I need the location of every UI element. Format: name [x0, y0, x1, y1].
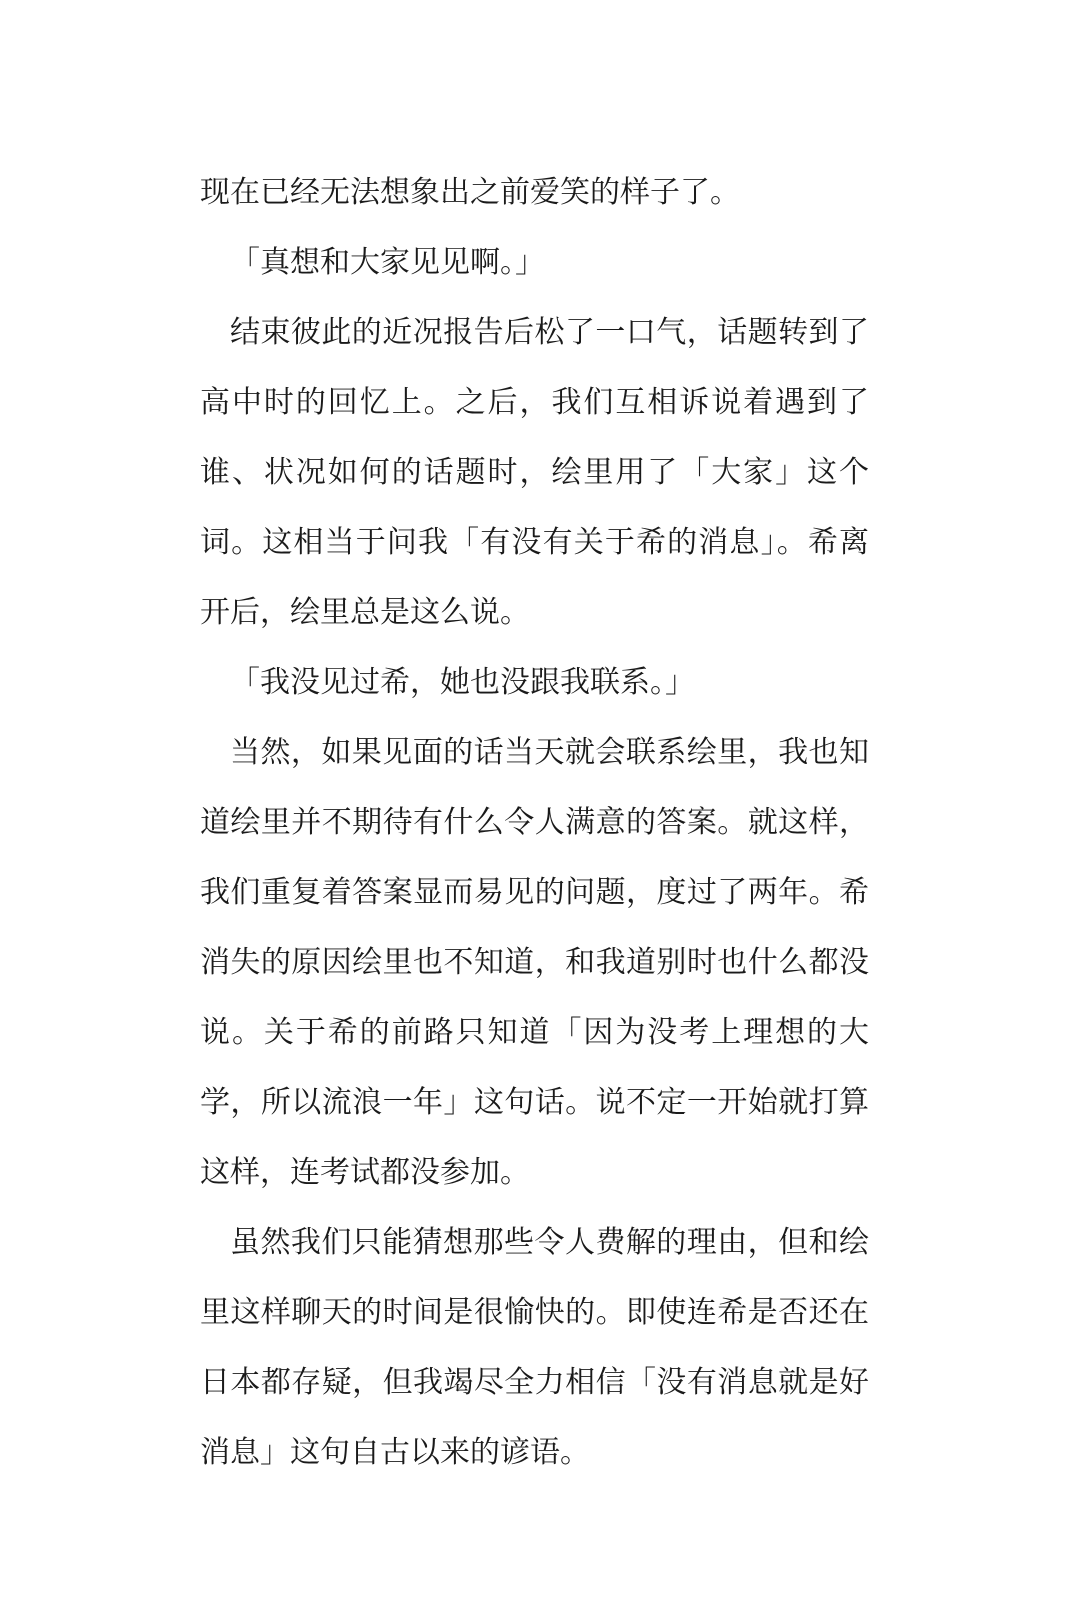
narration-paragraph: 当然，如果见面的话当天就会联系绘里，我也知道绘里并不期待有什么令人满意的答案。就这样，我们重复着答案显而易见的问题，度过了两年。希消失的原因绘里也不知道，和我道别时也什么都没说。关于希的前路只知道「因为没考上理想的大学，所以流浪一年」这句话。说不定一开始就打算这样，连考试都没参加。 [200, 736, 869, 1189]
page-text-block [200, 158, 869, 1488]
narration-paragraph: 虽然我们只能猜想那些令人费解的理由，但和绘里这样聊天的时间是很愉快的。即使连希是否还在日本都存疑，但我竭尽全力相信「没有消息就是好消息」这句自古以来的谚语。 [200, 1226, 869, 1469]
dialogue-paragraph: 「真想和大家见见啊。」 [230, 246, 545, 279]
dialogue-paragraph: 「我没见过希，她也没跟我联系。」 [230, 666, 695, 699]
narration-paragraph: 现在已经无法想象出之前爱笑的样子了。 [200, 176, 740, 209]
narration-paragraph: 结束彼此的近况报告后松了一口气，话题转到了高中时的回忆上。之后，我们互相诉说着遇到了谁、状况如何的话题时，绘里用了「大家」这个词。这相当于问我「有没有关于希的消息」。希离开后，绘里总是这么说。 [200, 316, 869, 629]
